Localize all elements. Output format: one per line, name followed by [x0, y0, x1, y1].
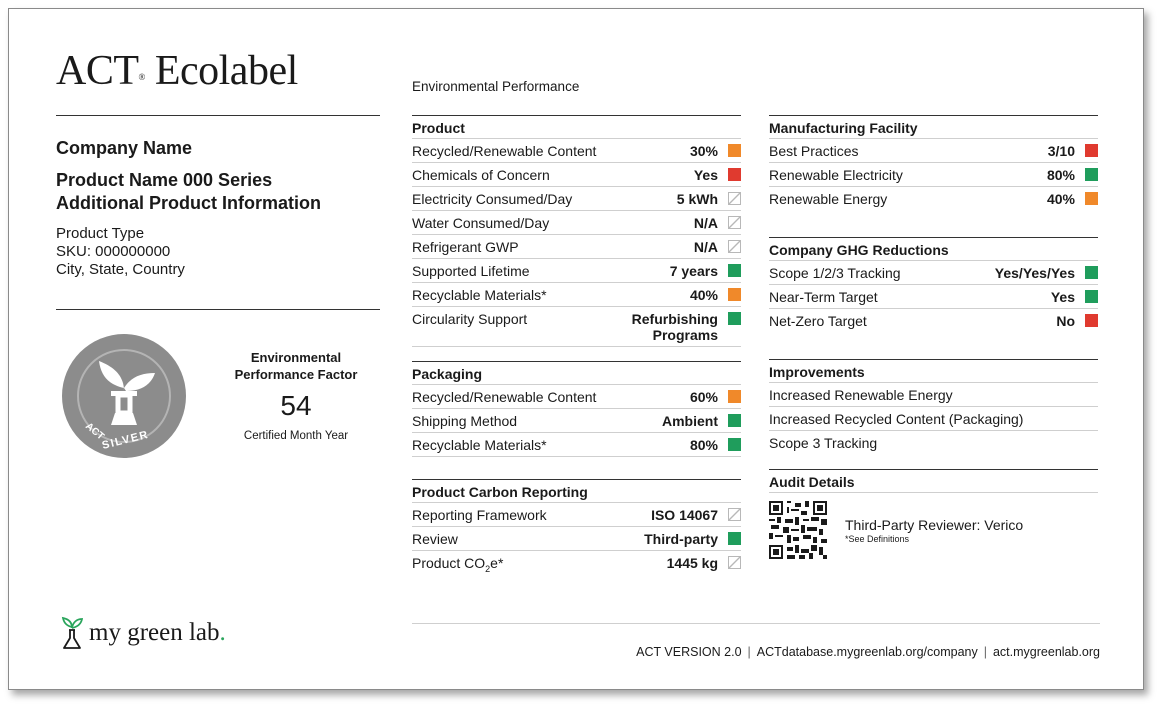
- company-name: Company Name: [56, 138, 193, 158]
- table-row: Shipping Method Ambient: [412, 409, 741, 433]
- section-heading: Improvements: [769, 359, 1098, 383]
- epf-title: Environmental Performance Factor: [234, 350, 358, 382]
- table-row: Near-Term Target Yes: [769, 285, 1098, 309]
- table-row: Refrigerant GWP N/A: [412, 235, 741, 259]
- status-indicator: [728, 414, 741, 427]
- table-row: Review Third-party: [412, 527, 741, 551]
- ecolabel-card: [8, 8, 1144, 690]
- status-indicator: [728, 144, 741, 157]
- footer-site-link[interactable]: act.mygreenlab.org: [992, 645, 1100, 659]
- section-heading: Packaging: [412, 361, 741, 385]
- product-location: City, State, Country: [56, 261, 185, 278]
- status-indicator: [1085, 290, 1098, 303]
- status-indicator: [728, 438, 741, 451]
- table-row: Recyclable Materials* 80%: [412, 433, 741, 457]
- section-heading: Product Carbon Reporting: [412, 479, 741, 503]
- registered-mark: ®: [138, 72, 145, 82]
- table-row: Renewable Electricity 80%: [769, 163, 1098, 187]
- product-info: [56, 225, 185, 279]
- footer-version: ACT VERSION 2.0: [636, 645, 742, 659]
- packaging-section: [412, 361, 741, 457]
- logo-text: my green lab.: [89, 619, 226, 646]
- na-indicator: [728, 216, 741, 229]
- section-heading: Product: [412, 115, 741, 139]
- list-item: Scope 3 Tracking: [769, 435, 878, 451]
- table-row: Recycled/Renewable Content 30%: [412, 139, 741, 163]
- status-indicator: [728, 168, 741, 181]
- badge-text-top: ACT: [83, 420, 106, 443]
- product-section: [412, 115, 741, 347]
- product-name: Product Name 000 Series Additional Product Information: [56, 170, 321, 213]
- table-row: Circularity Support Refurbishing Programs: [412, 307, 741, 347]
- definitions-note: *See Definitions: [845, 533, 910, 544]
- improvements-section: [769, 359, 1098, 455]
- na-indicator: [728, 556, 741, 569]
- status-indicator: [1085, 266, 1098, 279]
- status-indicator: [728, 532, 741, 545]
- table-row: Supported Lifetime 7 years: [412, 259, 741, 283]
- table-row: Chemicals of Concern Yes: [412, 163, 741, 187]
- product-sku: SKU: 000000000: [56, 243, 171, 260]
- right-column: [769, 115, 1098, 559]
- divider: [56, 309, 380, 310]
- na-indicator: [728, 508, 741, 521]
- my-green-lab-logo: [61, 615, 226, 651]
- table-row: Scope 1/2/3 Tracking Yes/Yes/Yes: [769, 261, 1098, 285]
- table-row: Water Consumed/Day N/A: [412, 211, 741, 235]
- product-type: Product Type: [56, 225, 145, 242]
- status-indicator: [1085, 314, 1098, 327]
- table-row: Product $CO_2e*$ 1445 kg: [412, 551, 741, 580]
- na-indicator: [728, 192, 741, 205]
- na-indicator: [728, 240, 741, 253]
- manufacturing-section: [769, 115, 1098, 211]
- status-indicator: [1085, 192, 1098, 205]
- env-performance-heading: Environmental Performance: [412, 79, 580, 94]
- ghg-section: [769, 237, 1098, 333]
- table-row: Renewable Energy 40%: [769, 187, 1098, 211]
- badge-text-bottom: SILVER: [100, 428, 151, 452]
- audit-section: [769, 469, 1098, 559]
- flask-sprout-icon: [61, 616, 83, 650]
- qr-code-icon: [769, 501, 827, 559]
- status-indicator: [1085, 144, 1098, 157]
- act-silver-badge: [61, 333, 187, 459]
- status-indicator: [728, 288, 741, 301]
- footer-database-link[interactable]: ACTdatabase.mygreenlab.org/company: [756, 645, 978, 659]
- section-heading: Audit Details: [769, 469, 1098, 493]
- audit-reviewer: Third-Party Reviewer: Verico: [845, 516, 1024, 533]
- epf-certified: Certified Month Year: [243, 430, 349, 442]
- footer-divider: [412, 623, 1100, 624]
- table-row: Best Practices 3/10: [769, 139, 1098, 163]
- label-title: ACT® Ecolabel: [56, 48, 298, 94]
- table-row: Net-Zero Target No: [769, 309, 1098, 333]
- table-row: Recycled/Renewable Content 60%: [412, 385, 741, 409]
- status-indicator: [728, 264, 741, 277]
- table-row: Recyclable Materials* 40%: [412, 283, 741, 307]
- footer: ACT VERSION 2.0 | ACTdatabase.mygreenlab.org/company | act.mygreenlab.org: [636, 645, 1100, 659]
- list-item: Increased Renewable Energy: [769, 383, 1098, 407]
- divider: [56, 115, 380, 116]
- epf-block: [221, 349, 371, 442]
- status-indicator: [1085, 168, 1098, 181]
- status-indicator: [728, 390, 741, 403]
- section-heading: Manufacturing Facility: [769, 115, 1098, 139]
- list-item: Increased Recycled Content (Packaging): [769, 407, 1098, 431]
- status-indicator: [728, 312, 741, 325]
- section-heading: Company GHG Reductions: [769, 237, 1098, 261]
- carbon-section: [412, 479, 741, 580]
- table-row: Reporting Framework ISO 14067: [412, 503, 741, 527]
- epf-score: 54: [280, 390, 312, 421]
- middle-column: [412, 115, 741, 580]
- table-row: Electricity Consumed/Day 5 kWh: [412, 187, 741, 211]
